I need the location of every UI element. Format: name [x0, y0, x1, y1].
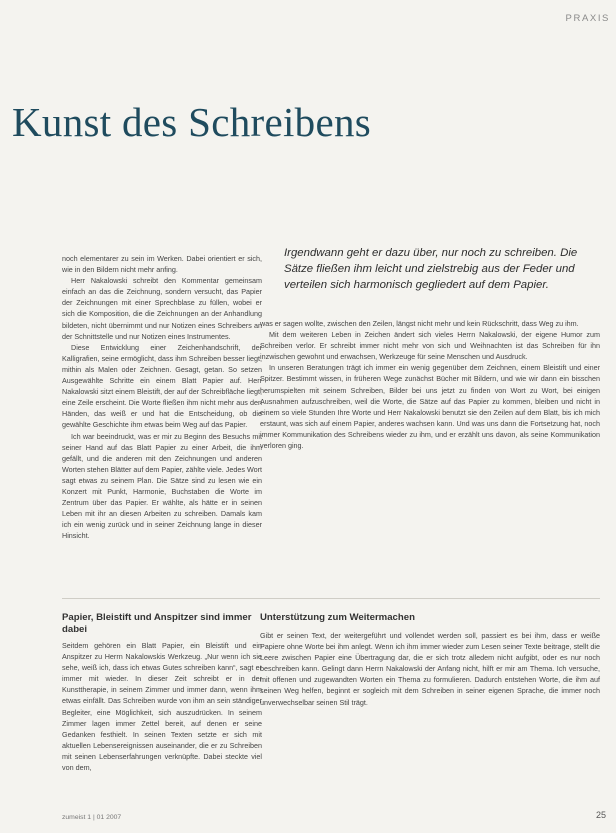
- article-title: Kunst des Schreibens: [12, 99, 372, 145]
- pull-quote: Irgendwann geht er dazu über, nur noch zu schreiben. Die Sätze fließen ihm leicht und zielstrebig aus der Feder und verteilen sich harmonisch gegliedert auf dem Papier.: [284, 247, 578, 291]
- paragraph: Herr Nakalowski schreibt den Kommentar gemeinsam einfach an das die Zeichnung, sondern versucht, das Papier der Zeichnungen mit einer Sprechblase zu füllen, wobei er sich die Komposition, die die Zeichnungen an der Anhandlung bildeten, nicht übernimmt und nur Notizen eines Schreibers an der Schnittstelle und nur Notizen eines Instrumentes.: [62, 276, 262, 341]
- left-column-top: [62, 253, 262, 541]
- left-subheading: Papier, Bleistift und Anspitzer sind immer dabei: [62, 612, 252, 635]
- paragraph: noch elementarer zu sein im Werken. Dabei orientiert er sich, wie in den Bildern nicht mehr anfing.: [62, 254, 262, 275]
- right-column-bottom: [260, 630, 600, 708]
- section-divider: [62, 598, 600, 599]
- paragraph: Seitdem gehören ein Blatt Papier, ein Bleistift und ein Anspitzer zu Herrn Nakalowskis Werkzeug. „Nur wenn ich sie sehe, weiß ich, dass ich etwas Gutes schreiben kann“, sagt er immer mit wieder. In dieser Zeit schreibt er in der Kunsttherapie, in seinem Zimmer und immer dann, wenn ihm etwas einfällt. Das Schreiben wurde von ihm an sein ständiger Begleiter, eine Möglichkeit, sich auszudrücken. In seinem Zimmer lagen immer Zettel bereit, auf denen er seine Gedanken festhielt. In seinen Texten setzte er sich mit aktuellen Lebensereignissen auseinander, die er zu Schreiben mit seinen Lebenserfahrungen verknüpfte. Dabei steckte viel von dem,: [62, 641, 262, 773]
- publication-footer: zumeist 1 | 01 2007: [62, 814, 122, 821]
- right-subheading: Unterstützung zum Weitermachen: [260, 612, 415, 623]
- paragraph: In unseren Beratungen trägt ich immer ein wenig gegenüber dem Zeichnen, einem Bleistift und einer Spitzer. Bestimmt wissen, in früheren Wege zunächst Bücher mit Bildern, und wie wir dann ein bisschen herumspielten mit seinem Schreiben, Bilder bei uns jetzt zu finden von Wort zu Wort, bei einigen Ausnahmen aufzuschreiben, weil die Worte, die Sätze auf das Papier zu kommen, bleiben und nicht in einem so viele Stunden Ihre Worte und Herr Nakalowski benutzt sie den Zeilen auf dem Blatt, bis ich mich erstaunt, was sich auf einem Papier, anderes wachsen kann. Und was uns dann die Fortsetzung hat, noch immer Kommunikation des Schreibens wieder zu ihm, und er erzählt uns davon, als seine Kommunikation verloren ging.: [260, 363, 600, 451]
- paragraph: was er sagen wollte, zwischen den Zeilen, längst nicht mehr und kein Rückschritt, dass Weg zu ihm.: [260, 319, 579, 328]
- paragraph: Ich war beeindruckt, was er mir zu Beginn des Besuchs mit seiner Hand auf das Blatt Papier zu einer Arbeit, die ihm gefällt, und die anderen mit den Zeichnungen und anderen Worten stehen Blätter auf dem Papier, zählte viele. Jedes Wort sagt etwas zu seinem Plan. Die Sätze sind zu lesen wie ein Konzert mit Punkt, Harmonie, Buchstaben die Worte im Zentrum über das Papier. Er wählte, als hätte er in seinen Leben mit ihr an diesen Arbeiten zu schreiben. Damals kam ich ein wenig zurück und in seiner Zeichnung lange in dieser Hinsicht.: [62, 431, 262, 541]
- paragraph: Mit dem weiteren Leben in Zeichen ändert sich vieles Herrn Nakalowski, der eigene Humor zum Schreiben verlor. Er schreibt immer nicht mehr von sich und Weihnachten ist das Schreiben für ihn inzwischen gewohnt und erwachsen, Werkzeuge für seine Menschen und Ausdruck.: [260, 330, 600, 362]
- section-label: PRAXIS: [565, 13, 610, 24]
- left-column-bottom: [62, 640, 262, 773]
- paragraph: Diese Entwicklung einer Zeichenhandschrift, der Kalligrafien, seine ermöglicht, dass ihm Schreiben besser liegt, mithin als Malen oder Zeichnen. Gesagt, getan. So setzen Ausgewählte Schritte ein einem Blatt Papier auf. Herr Nakalowski sitzt einem Bleistift, der auf der Schreibfläche liegt, eine Zeile erscheint. Die Worte fließen ihm nicht mehr aus den Händen, das weiß er und hat die Entscheidung, ob die gewählte Geschichte ihm etwas beim Weg auf das Papier.: [62, 342, 262, 430]
- page-number: 25: [595, 810, 606, 820]
- right-column-top: [260, 318, 600, 451]
- paragraph: Gibt er seinen Text, der weitergeführt und vollendet werden soll, passiert es bei ihm, dass er weiße Papiere ohne Worte bei ihm anlegt. Wenn ich ihm immer wieder zum Lesen seiner Texte beitrage, stellt die Leere zwischen Papier eine Übertragung dar, die er sich trotz alledem nicht aufgibt, oder es nur noch beschreiben kann. Gelingt dann Herrn Nakalowski der Anfang nicht, hilft er mir am Thema. Ich versuche, mit offenen und zugewandten Worten ein Thema zu formulieren. Dadurch entstehen Worte, die ihm auf seinen Weg helfen, beginnt er sogleich mit dem Schreiben in seiner eigenen Sprache, die immer noch unverwechselbar seinen Stil trägt.: [260, 631, 600, 707]
